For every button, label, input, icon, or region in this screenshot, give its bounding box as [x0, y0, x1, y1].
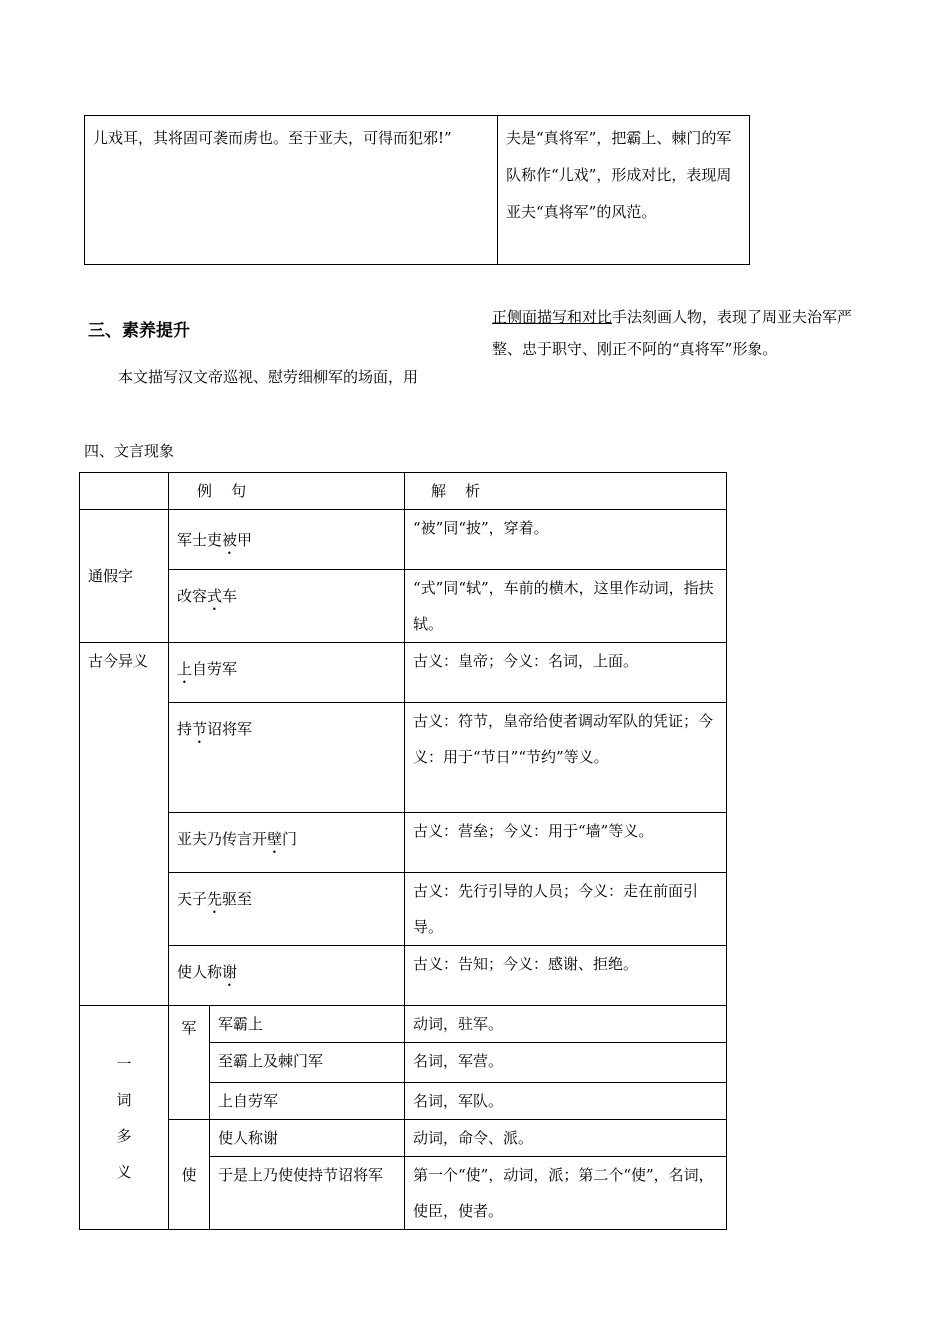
example-pre: 亚夫乃传言开	[177, 830, 268, 848]
example-pre: 天子	[177, 890, 208, 908]
example-post: 自劳军	[192, 660, 238, 678]
example-pre: 使人称	[177, 963, 223, 981]
header-example-label: 例 句	[197, 482, 247, 500]
table-row	[169, 703, 405, 813]
table-row: 于是上乃使使持节诏将军	[210, 1157, 405, 1230]
yici-label-char: 一	[116, 1054, 132, 1073]
yici-label-char: 词	[116, 1090, 132, 1109]
section-three-para-a: 本文描写汉文帝巡视、慰劳细柳军的场面，用	[118, 368, 419, 386]
underlined-phrase: 正侧面描写和对比	[492, 308, 613, 326]
example-post: 诏将军	[207, 720, 253, 738]
table-row	[169, 643, 405, 703]
table-row: 至霸上及棘门军	[210, 1043, 405, 1083]
explain-cell: 名词，军队。	[405, 1083, 727, 1120]
tongjia-label: 通假字	[80, 510, 169, 643]
table-row	[169, 873, 405, 946]
explain-cell: 古义：营垒；今义：用于“墙”等义。	[405, 813, 727, 873]
explain-cell: 古义：告知；今义：感谢、拒绝。	[405, 946, 727, 1006]
yici-label-char: 义	[116, 1162, 132, 1181]
example-key: 上	[177, 660, 193, 678]
top-left-text: 儿戏耳，其将固可袭而虏也。至于亚夫，可得而犯邪!”	[93, 129, 452, 147]
header-explain-label: 解 析	[431, 482, 481, 500]
example-key: 式	[207, 587, 223, 605]
explain-cell: 古义：符节，皇帝给使者调动军队的凭证；今义：用于“节日”“节约”等义。	[405, 703, 727, 813]
explain-cell: 古义：皇帝；今义：名词，上面。	[405, 643, 727, 703]
top-right-text: 夫是“真将军”，把霸上、棘门的军队称作“儿戏”，形成对比，表现周亚夫“真将军”的风范。	[506, 129, 732, 221]
header-example	[169, 473, 405, 510]
example-post: 甲	[237, 530, 253, 549]
section-four-heading: 四、文言现象	[84, 442, 175, 460]
example-post: 门	[282, 830, 298, 848]
yici-label-char: 多	[116, 1126, 132, 1145]
example-post: 驱至	[222, 890, 253, 908]
example-pre: 持	[177, 720, 193, 738]
example-key: 壁	[267, 830, 283, 848]
table-row	[169, 510, 405, 570]
classical-phenomena-table	[79, 472, 727, 1230]
example-key: 节	[192, 720, 208, 738]
section-three-heading: 三、素养提升	[88, 321, 190, 341]
example-key: 先	[207, 890, 223, 908]
table-row: 军霸上	[210, 1006, 405, 1043]
group-char-shi: 使	[169, 1120, 210, 1230]
top-table	[84, 115, 750, 265]
yici-label	[80, 1006, 169, 1230]
example-pre: 改容	[177, 587, 208, 605]
explain-cell: 动词，命令、派。	[405, 1120, 727, 1157]
explain-cell: 第一个“使”，动词，派；第二个“使”，名词，使臣，使者。	[405, 1157, 727, 1230]
header-explain	[405, 473, 727, 510]
group-char-jun: 军	[169, 1006, 210, 1120]
header-empty-cell	[80, 473, 169, 510]
example-key: 谢	[222, 963, 238, 981]
explain-cell: 名词，军营。	[405, 1043, 727, 1083]
table-row	[169, 570, 405, 643]
explain-cell: 古义：先行引导的人员；今义：走在前面引导。	[405, 873, 727, 946]
example-post: 车	[222, 587, 238, 605]
top-table-left-cell	[85, 116, 498, 265]
example-key: 被	[222, 530, 238, 549]
section-three-para-b	[492, 301, 872, 365]
explain-cell: 动词，驻军。	[405, 1006, 727, 1043]
explain-cell: “被”同“披”，穿着。	[405, 510, 727, 570]
para-b-rest: 手法刻画人物，表现了周亚夫治军严整、忠于职守、刚正不阿的“真将军”形象。	[492, 308, 853, 358]
explain-cell: “式”同“轼”，车前的横木，这里作动词，指扶轼。	[405, 570, 727, 643]
example-pre: 军士吏	[177, 530, 223, 549]
gujin-label: 古今异义	[80, 643, 169, 1006]
table-row: 上自劳军	[210, 1083, 405, 1120]
top-table-right-cell	[498, 116, 750, 265]
table-row	[169, 813, 405, 873]
table-row: 使人称谢	[210, 1120, 405, 1157]
table-row	[169, 946, 405, 1006]
